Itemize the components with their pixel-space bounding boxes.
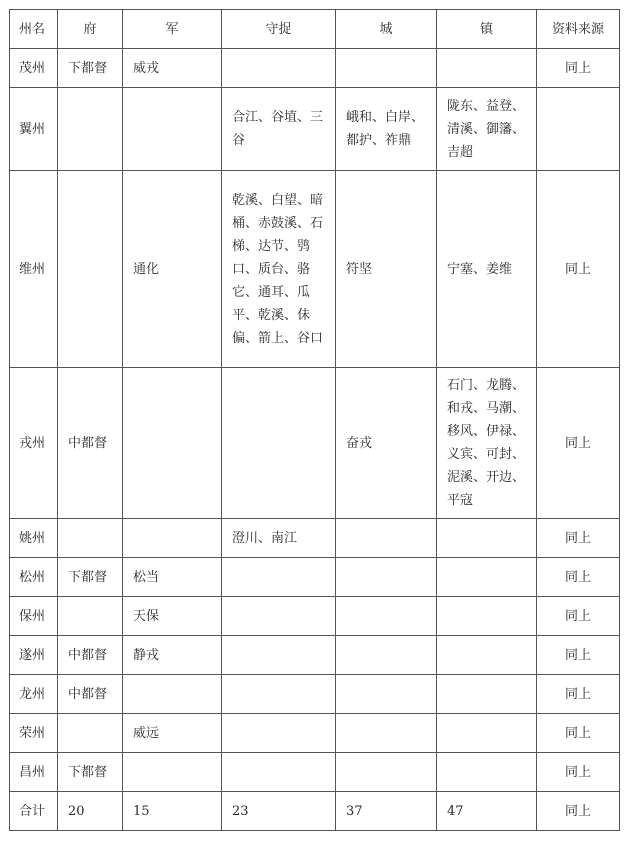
- table-row: [10, 636, 620, 675]
- army-cell: 威戎: [123, 49, 222, 88]
- town-cell: 石门、龙腾、和戎、马潮、移风、伊禄、义宾、可封、泥溪、开边、平寇: [437, 368, 537, 519]
- state-name: 维州: [10, 171, 58, 368]
- state-name: 昌州: [10, 753, 58, 792]
- prefecture-cell: 中都督: [58, 675, 123, 714]
- header-garrison: 守捉: [222, 10, 336, 49]
- army-cell: 天保: [123, 597, 222, 636]
- table-row: [10, 49, 620, 88]
- garrison-cell: [222, 368, 336, 519]
- prefecture-cell: [58, 597, 123, 636]
- state-name: 松州: [10, 558, 58, 597]
- city-cell: [336, 636, 437, 675]
- town-cell: [437, 597, 537, 636]
- total-label: 合计: [10, 792, 58, 831]
- table-row: [10, 753, 620, 792]
- garrison-cell: [222, 597, 336, 636]
- town-cell: [437, 49, 537, 88]
- prefecture-cell: 中都督: [58, 636, 123, 675]
- garrison-cell: [222, 636, 336, 675]
- state-name: 龙州: [10, 675, 58, 714]
- prefecture-cell: [58, 171, 123, 368]
- source-cell: 同上: [537, 597, 620, 636]
- town-cell: [437, 636, 537, 675]
- town-cell: 宁塞、姜维: [437, 171, 537, 368]
- army-cell: [123, 753, 222, 792]
- state-name: 戎州: [10, 368, 58, 519]
- total-town: 47: [437, 792, 537, 831]
- city-cell: 符坚: [336, 171, 437, 368]
- army-cell: 松当: [123, 558, 222, 597]
- source-cell: 同上: [537, 368, 620, 519]
- city-cell: [336, 675, 437, 714]
- prefecture-cell: [58, 714, 123, 753]
- total-city: 37: [336, 792, 437, 831]
- source-cell: 同上: [537, 519, 620, 558]
- table-row: [10, 675, 620, 714]
- army-cell: [123, 368, 222, 519]
- prefecture-cell: 下都督: [58, 49, 123, 88]
- state-name: 姚州: [10, 519, 58, 558]
- prefecture-cell: [58, 519, 123, 558]
- city-cell: [336, 49, 437, 88]
- garrison-cell: [222, 558, 336, 597]
- city-cell: [336, 714, 437, 753]
- header-army: 军: [123, 10, 222, 49]
- source-cell: 同上: [537, 636, 620, 675]
- army-cell: 通化: [123, 171, 222, 368]
- table-row: [10, 597, 620, 636]
- town-cell: [437, 558, 537, 597]
- army-cell: [123, 519, 222, 558]
- source-cell: 同上: [537, 753, 620, 792]
- source-cell: 同上: [537, 792, 620, 831]
- city-cell: [336, 558, 437, 597]
- town-cell: [437, 519, 537, 558]
- garrison-cell: 合江、谷埴、三谷: [222, 88, 336, 171]
- garrison-cell: [222, 675, 336, 714]
- header-city: 城: [336, 10, 437, 49]
- source-cell: 同上: [537, 49, 620, 88]
- city-cell: 奋戎: [336, 368, 437, 519]
- garrison-cell: [222, 753, 336, 792]
- city-cell: [336, 597, 437, 636]
- source-cell: [537, 88, 620, 171]
- city-cell: [336, 753, 437, 792]
- source-cell: 同上: [537, 558, 620, 597]
- header-state: 州名: [10, 10, 58, 49]
- prefecture-cell: 下都督: [58, 558, 123, 597]
- table-row: [10, 558, 620, 597]
- state-name: 保州: [10, 597, 58, 636]
- town-cell: [437, 714, 537, 753]
- state-office-table: [9, 9, 620, 831]
- table-row: [10, 171, 620, 368]
- header-source: 资料来源: [537, 10, 620, 49]
- state-name: 遂州: [10, 636, 58, 675]
- garrison-cell: [222, 714, 336, 753]
- prefecture-cell: 中都督: [58, 368, 123, 519]
- army-cell: 静戎: [123, 636, 222, 675]
- total-row: [10, 792, 620, 831]
- town-cell: [437, 753, 537, 792]
- city-cell: 峨和、白岸、都护、祚鼎: [336, 88, 437, 171]
- state-name: 荣州: [10, 714, 58, 753]
- total-garrison: 23: [222, 792, 336, 831]
- total-prefecture: 20: [58, 792, 123, 831]
- header-row: [10, 10, 620, 49]
- table-row: [10, 368, 620, 519]
- source-cell: 同上: [537, 714, 620, 753]
- town-cell: 陇东、益登、清溪、御籓、吉超: [437, 88, 537, 171]
- table-row: [10, 519, 620, 558]
- army-cell: [123, 675, 222, 714]
- total-army: 15: [123, 792, 222, 831]
- source-cell: 同上: [537, 675, 620, 714]
- army-cell: 威远: [123, 714, 222, 753]
- prefecture-cell: 下都督: [58, 753, 123, 792]
- header-town: 镇: [437, 10, 537, 49]
- garrison-cell: 澄川、南江: [222, 519, 336, 558]
- army-cell: [123, 88, 222, 171]
- prefecture-cell: [58, 88, 123, 171]
- city-cell: [336, 519, 437, 558]
- state-name: 茂州: [10, 49, 58, 88]
- source-cell: 同上: [537, 171, 620, 368]
- table-row: [10, 88, 620, 171]
- header-prefecture: 府: [58, 10, 123, 49]
- garrison-cell: 乾溪、白望、暗桶、赤鼓溪、石梯、达节、鸮口、质台、骆它、通耳、瓜平、乾溪、佅偏、箭上、谷口: [222, 171, 336, 368]
- table-row: [10, 714, 620, 753]
- town-cell: [437, 675, 537, 714]
- state-name: 翼州: [10, 88, 58, 171]
- garrison-cell: [222, 49, 336, 88]
